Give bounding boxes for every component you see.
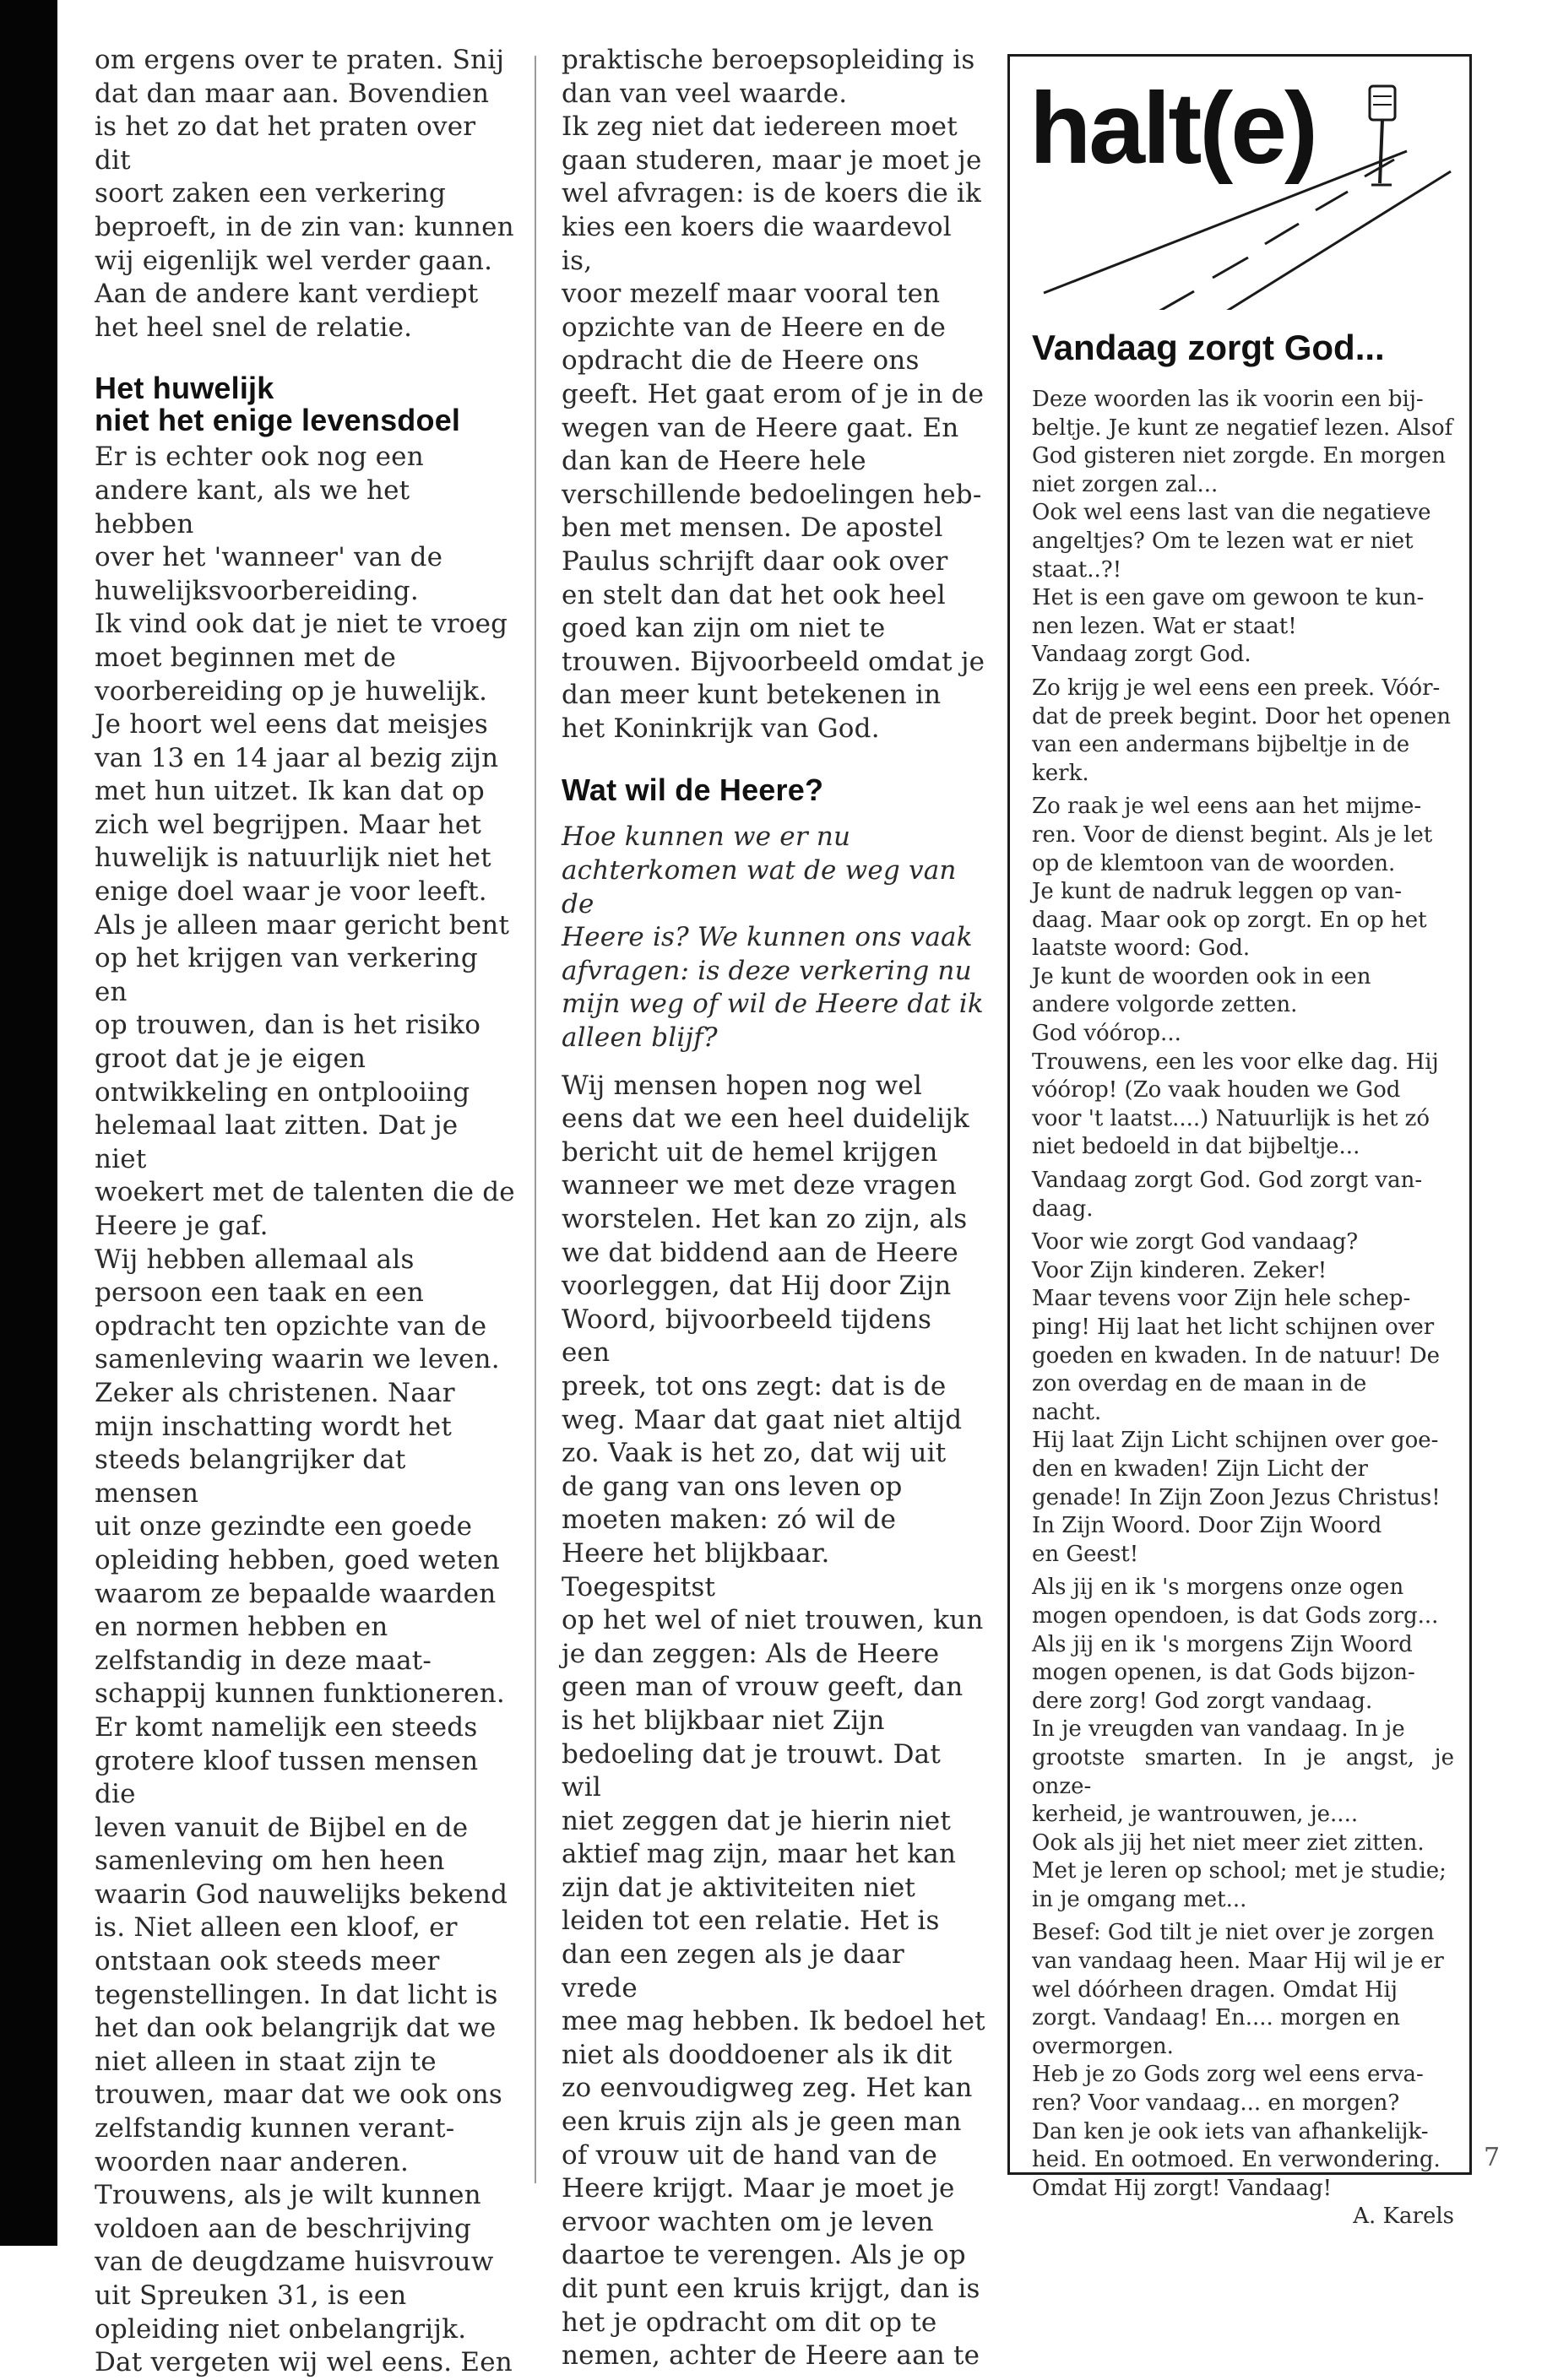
- text-line: ontstaan ook steeds meer: [95, 1946, 440, 1977]
- text-line: staat..?!: [1032, 556, 1122, 583]
- text-line: ping! Hij laat het licht schijnen over: [1032, 1315, 1435, 1340]
- text-line: Deze woorden las ik voorin een bij-: [1032, 387, 1424, 412]
- author-signature: A. Karels: [1353, 2204, 1454, 2230]
- text-line: goed kan zijn om niet te: [562, 613, 886, 644]
- text-line: ontwikkeling en ontplooiing: [95, 1076, 470, 1108]
- column-divider: [535, 56, 536, 2183]
- text-line: Wij mensen hopen nog wel: [562, 1070, 923, 1101]
- text-line: aktief mag zijn, maar het kan: [562, 1839, 957, 1870]
- text-line: dan meer kunt betekenen in: [562, 680, 942, 711]
- text-line: mogen opendoen, is dat Gods zorg...: [1032, 1602, 1439, 1629]
- text-line: andere volgorde zetten.: [1032, 992, 1298, 1018]
- text-line: of vrouw uit de hand van de: [562, 2139, 938, 2171]
- sidebar-paragraph: [1032, 386, 1454, 499]
- sidebar-paragraph: [1032, 793, 1454, 1162]
- text-line: gaan studeren, maar je moet je: [562, 144, 982, 176]
- text-line: opdracht ten opzichte van de: [95, 1310, 487, 1342]
- text-line: alleen blijf?: [562, 1022, 718, 1054]
- text-line: preek, tot ons zegt: dat is de: [562, 1370, 947, 1401]
- text-line: is het blijkbaar niet Zijn: [562, 1705, 885, 1736]
- section-heading-heere: Wat wil de Heere?: [562, 773, 824, 808]
- text-line: verschillende bedoelingen heb-: [562, 479, 982, 510]
- text-line: uit onze gezindte een goede: [95, 1511, 473, 1542]
- text-line: geeft. Het gaat erom of je in de: [562, 378, 985, 409]
- text-line: samenleving om hen heen: [95, 1846, 445, 1877]
- text-line: dat dan maar aan. Bovendien: [95, 78, 490, 109]
- text-line: woekert met de talenten die de: [95, 1177, 515, 1208]
- text-line: leiden tot een relatie. Het is: [562, 1906, 940, 1937]
- text-line: Hoe kunnen we er nu: [562, 821, 851, 853]
- col2-opening: [562, 44, 988, 745]
- text-line: en Geest!: [1032, 1541, 1139, 1567]
- text-line: wel dóórheen dragen. Omdat Hij: [1032, 1976, 1398, 2003]
- text-line: mijn inschatting wordt het: [95, 1411, 452, 1442]
- page-number: 7: [1484, 2143, 1501, 2172]
- text-line: daag. Maar ook op zorgt. En op het: [1032, 907, 1427, 933]
- article-column-1: [95, 44, 515, 2380]
- sidebar-paragraph: [1032, 675, 1454, 788]
- text-line: huwelijksvoorbereiding.: [95, 575, 419, 606]
- text-line: opdracht die de Heere ons: [562, 345, 920, 377]
- text-line: In je vreugden van vandaag. In je: [1032, 1716, 1405, 1743]
- text-line: Omdat Hij zorgt! Vandaag!: [1032, 2175, 1333, 2201]
- text-line: zelfstandig kunnen verant-: [95, 2113, 455, 2144]
- text-line: laatste woord: God.: [1032, 935, 1251, 962]
- text-line: Vandaag zorgt God. God zorgt van-: [1032, 1168, 1423, 1194]
- sidebar-title: Vandaag zorgt God...: [1032, 328, 1385, 367]
- text-line: zon overdag en de maan in de: [1032, 1371, 1367, 1397]
- col1-opening: [95, 44, 515, 344]
- text-line: zelfstandig in deze maat-: [95, 1645, 432, 1676]
- text-line: Ook als jij het niet meer ziet zitten.: [1032, 1830, 1425, 1856]
- text-line: steeds belangrijker dat mensen: [95, 1445, 406, 1509]
- text-line: bedoeling dat je trouwt. Dat wil: [562, 1738, 941, 1803]
- text-line: van 13 en 14 jaar al bezig zijn: [95, 742, 499, 773]
- text-line: Ook wel eens last van die negatieve: [1032, 500, 1431, 526]
- col1-body: [95, 441, 515, 2379]
- text-line: Heb je zo Gods zorg wel eens erva-: [1032, 2062, 1424, 2088]
- text-line: Dat vergeten wij wel eens. Een: [95, 2347, 513, 2378]
- text-line: ervoor wachten om je leven: [562, 2206, 934, 2237]
- text-line: beproeft, in de zin van: kunnen: [95, 211, 514, 242]
- text-line: In Zijn Woord. Door Zijn Woord: [1032, 1513, 1382, 1539]
- text-line: bericht uit de hemel krijgen: [562, 1136, 938, 1168]
- text-line: niet als dooddoener als ik dit: [562, 2039, 953, 2070]
- text-line: Trouwens, een les voor elke dag. Hij: [1032, 1049, 1439, 1075]
- text-line: andere kant, als we het hebben: [95, 474, 410, 539]
- text-line: overmorgen.: [1032, 2033, 1174, 2059]
- text-line: niet alleen in staat zijn te: [95, 2046, 437, 2077]
- text-line: nemen, achter de Heere aan te: [562, 2340, 980, 2372]
- text-line: niet bedoeld in dat bijbeltje...: [1032, 1134, 1360, 1160]
- text-line: tegenstellingen. In dat licht is: [95, 1979, 498, 2010]
- text-line: op het krijgen van verkering en: [95, 943, 478, 1007]
- text-line: geen man of vrouw geeft, dan: [562, 1672, 964, 1703]
- text-line: van de deugdzame huisvrouw: [95, 2247, 494, 2278]
- text-line: opleiding niet onbelangrijk.: [95, 2313, 467, 2345]
- text-line: voor mezelf maar vooral ten: [562, 279, 941, 310]
- text-line: Er komt namelijk een steeds: [95, 1711, 478, 1743]
- text-line: Trouwens, als je wilt kunnen: [95, 2180, 481, 2211]
- text-line: praktische beroepsopleiding is: [562, 45, 975, 75]
- text-line: van vandaag heen. Maar Hij wil je er: [1032, 1949, 1444, 1975]
- text-line: heid. En ootmoed. En verwondering.: [1032, 2147, 1441, 2173]
- text-line: kies een koers die waardevol is,: [562, 211, 952, 276]
- sidebar-body: [1032, 386, 1454, 2231]
- text-line: Zeker als christenen. Naar: [95, 1377, 455, 1408]
- text-line: grootste smarten. In je angst, je onze-: [1032, 1744, 1454, 1799]
- sidebar-paragraph: [1032, 1919, 1454, 2203]
- text-line: over het 'wanneer' van de: [95, 542, 443, 573]
- text-line: op trouwen, dan is het risiko: [95, 1010, 481, 1041]
- text-line: wegen van de Heere gaat. En: [562, 412, 959, 443]
- text-line: zo eenvoudigweg zeg. Het kan: [562, 2073, 973, 2104]
- text-line: een kruis zijn als je geen man: [562, 2106, 962, 2138]
- text-line: wel afvragen: is de koers die ik: [562, 178, 982, 209]
- text-line: eens dat we een heel duidelijk: [562, 1103, 969, 1135]
- text-line: op de klemtoon van de woorden.: [1032, 850, 1396, 876]
- text-line: mijn weg of wil de Heere dat ik: [562, 989, 984, 1020]
- text-line: goeden en kwaden. In de natuur! De: [1032, 1342, 1441, 1369]
- text-line: we dat biddend aan de Heere: [562, 1237, 958, 1268]
- text-line: woorden naar anderen.: [95, 2146, 410, 2177]
- text-line: leven vanuit de Bijbel en de: [95, 1812, 469, 1843]
- text-line: waarin God nauwelijks bekend: [95, 1879, 508, 1910]
- text-line: dan een zegen als je daar vrede: [562, 1939, 904, 2003]
- text-line: trouwen. Bijvoorbeeld omdat je: [562, 646, 985, 677]
- text-line: en stelt dan dat het ook heel: [562, 579, 946, 610]
- text-line: voorbereiding op je huwelijk.: [95, 675, 488, 707]
- text-line: Heere is? We kunnen ons vaak: [562, 922, 973, 953]
- text-line: Wij hebben allemaal als: [95, 1244, 415, 1275]
- text-line: ben met mensen. De apostel: [562, 512, 943, 544]
- text-line: is. Niet alleen een kloof, er: [95, 1912, 458, 1944]
- text-line: Het is een gave om gewoon te kun-: [1032, 585, 1425, 611]
- text-line: vóórop! (Zo vaak houden we God: [1032, 1077, 1401, 1103]
- text-line: in je omgang met...: [1032, 1886, 1247, 1912]
- text-line: God vóórop...: [1032, 1021, 1181, 1047]
- text-line: Heere krijgt. Maar je moet je: [562, 2173, 955, 2204]
- text-line: mee mag hebben. Ik bedoel het: [562, 2006, 985, 2037]
- text-line: dan van veel waarde.: [562, 78, 848, 109]
- text-line: Je kunt de nadruk leggen op van-: [1032, 879, 1403, 905]
- text-line: soort zaken een verkering: [95, 178, 446, 209]
- text-line: angeltjes? Om te lezen wat er niet: [1032, 528, 1414, 554]
- text-line: wij eigenlijk wel verder gaan.: [95, 245, 493, 276]
- text-line: Ik vind ook dat je niet te vroeg: [95, 609, 508, 640]
- text-line: nen lezen. Wat er staat!: [1032, 613, 1297, 639]
- text-line: worstelen. Het kan zo zijn, als: [562, 1204, 968, 1234]
- text-line: enige doel waar je voor leeft.: [95, 876, 487, 908]
- text-line: Dan ken je ook iets van afhankelijk-: [1032, 2118, 1429, 2144]
- text-line: Aan de andere kant verdiept: [95, 279, 479, 310]
- text-line: opleiding hebben, goed weten: [95, 1544, 500, 1575]
- text-line: opzichte van de Heere en de: [562, 312, 947, 343]
- text-line: den en kwaden! Zijn Licht der: [1032, 1456, 1368, 1482]
- text-line: Als jij en ik 's morgens Zijn Woord: [1032, 1631, 1413, 1657]
- text-line: Je kunt de woorden ook in een: [1032, 963, 1371, 989]
- text-line: niet zorgen zal...: [1032, 471, 1219, 497]
- sidebar-paragraph: [1032, 1228, 1454, 1569]
- text-line: Zo krijg je wel eens een preek. Vóór-: [1032, 675, 1441, 701]
- text-line: voorleggen, dat Hij door Zijn: [562, 1271, 952, 1302]
- text-line: voor 't laatst....) Natuurlijk is het zó: [1032, 1105, 1430, 1131]
- text-line: Heere het blijkbaar. Toegespitst: [562, 1537, 830, 1602]
- text-line: moeten maken: zó wil de: [562, 1504, 897, 1536]
- text-line: het Koninkrijk van God.: [562, 713, 880, 744]
- text-line: samenleving waarin we leven.: [95, 1344, 500, 1375]
- text-line: schappij kunnen funktioneren.: [95, 1678, 505, 1710]
- text-line: weg. Maar dat gaat niet altijd: [562, 1404, 963, 1435]
- text-line: en normen hebben en: [95, 1612, 388, 1643]
- text-line: Als je alleen maar gericht bent: [95, 909, 510, 941]
- text-line: het dan ook belangrijk dat we: [95, 2013, 497, 2044]
- text-line: zorgt. Vandaag! En.... morgen en: [1032, 2005, 1400, 2031]
- text-line: Met je leren op school; met je studie;: [1032, 1858, 1447, 1884]
- text-line: moet beginnen met de: [95, 642, 397, 673]
- text-line: niet zeggen dat je hierin niet: [562, 1805, 951, 1836]
- text-line: uit Spreuken 31, is een: [95, 2280, 407, 2311]
- sidebar-paragraph: [1032, 584, 1454, 670]
- text-line: Zo raak je wel eens aan het mijme-: [1032, 794, 1422, 820]
- text-line: achterkomen wat de weg van de: [562, 855, 957, 919]
- text-line: Maar tevens voor Zijn hele schep-: [1032, 1286, 1411, 1312]
- text-line: Ik zeg niet dat iedereen moet: [562, 111, 958, 143]
- page-bleed-edge: [0, 0, 57, 2246]
- text-line: Besef: God tilt je niet over je zorgen: [1032, 1920, 1435, 1946]
- text-line: Woord, bijvoorbeeld tijdens een: [562, 1304, 932, 1369]
- text-line: grotere kloof tussen mensen die: [95, 1745, 479, 1810]
- sidebar-paragraph: [1032, 499, 1454, 584]
- text-line: kerheid, je wantrouwen, je....: [1032, 1802, 1359, 1828]
- col2-body: [562, 1070, 988, 2373]
- text-line: dat de preek begint. Door het openen: [1032, 703, 1451, 729]
- text-line: genade! In Zijn Zoon Jezus Christus!: [1032, 1484, 1441, 1510]
- text-line: Paulus schrijft daar ook over: [562, 545, 948, 577]
- text-line: Voor Zijn kinderen. Zeker!: [1032, 1257, 1327, 1283]
- text-line: kerk.: [1032, 760, 1089, 786]
- text-line: helemaal laat zitten. Dat je niet: [95, 1110, 459, 1174]
- text-line: beltje. Je kunt ze negatief lezen. Alsof: [1032, 415, 1453, 441]
- text-line: Voor wie zorgt God vandaag?: [1032, 1229, 1359, 1255]
- text-line: het heel snel de relatie.: [95, 312, 413, 343]
- section-heading-huwelijk: Het huwelijk niet het enige levensdoel: [95, 371, 461, 438]
- text-line: ren. Voor de dienst begint. Als je let: [1032, 821, 1433, 848]
- sidebar-paragraph: [1032, 1574, 1454, 1914]
- text-line: Er is echter ook nog een: [95, 442, 424, 473]
- text-line: nacht.: [1032, 1399, 1102, 1425]
- text-line: zo. Vaak is het zo, dat wij uit: [562, 1438, 947, 1469]
- text-line: het je opdracht om dit op te: [562, 2307, 937, 2338]
- text-line: Heere je gaf.: [95, 1211, 269, 1241]
- text-line: op het wel of niet trouwen, kun: [562, 1605, 984, 1636]
- text-line: God gisteren niet zorgde. En morgen: [1032, 443, 1446, 469]
- text-line: met hun uitzet. Ik kan dat op: [95, 776, 485, 807]
- text-line: dit punt een kruis krijgt, dan is: [562, 2274, 980, 2304]
- sidebar-paragraph: [1032, 1167, 1454, 1223]
- article-column-2: [562, 44, 988, 2373]
- text-line: waarom ze bepaalde waarden: [95, 1578, 497, 1609]
- text-line: de gang van ons leven op: [562, 1471, 903, 1502]
- halte-logo: halt(e): [1029, 72, 1316, 185]
- text-line: daag.: [1032, 1195, 1094, 1222]
- text-line: trouwen, maar dat we ook ons: [95, 2079, 502, 2111]
- text-line: je dan zeggen: Als de Heere: [562, 1638, 940, 1669]
- text-line: van een andermans bijbeltje in de: [1032, 732, 1410, 758]
- text-line: dan kan de Heere hele: [562, 446, 866, 477]
- italic-intro: [562, 821, 988, 1054]
- text-line: Hij laat Zijn Licht schijnen over goe-: [1032, 1428, 1439, 1454]
- text-line: voldoen aan de beschrijving: [95, 2213, 471, 2244]
- text-line: zijn dat je aktiviteiten niet: [562, 1872, 916, 1903]
- text-line: Als jij en ik 's morgens onze ogen: [1032, 1575, 1404, 1601]
- text-line: daartoe te verengen. Als je op: [562, 2240, 966, 2271]
- text-line: persoon een taak en een: [95, 1277, 425, 1309]
- text-line: Vandaag zorgt God.: [1032, 642, 1251, 668]
- text-line: huwelijk is natuurlijk niet het: [95, 843, 491, 874]
- text-line: dere zorg! God zorgt vandaag.: [1032, 1688, 1373, 1714]
- text-line: is het zo dat het praten over dit: [95, 111, 476, 176]
- text-line: ren? Voor vandaag... en morgen?: [1032, 2090, 1400, 2117]
- text-line: afvragen: is deze verkering nu: [562, 955, 972, 986]
- halte-sidebar-box: [1007, 54, 1472, 2230]
- text-line: mogen openen, is dat Gods bijzon-: [1032, 1660, 1415, 1686]
- text-line: zich wel begrijpen. Maar het: [95, 809, 482, 840]
- text-line: Je hoort wel eens dat meisjes: [95, 709, 488, 740]
- text-line: om ergens over te praten. Snij: [95, 45, 505, 75]
- text-line: groot dat je je eigen: [95, 1044, 366, 1075]
- text-line: wanneer we met deze vragen: [562, 1170, 957, 1201]
